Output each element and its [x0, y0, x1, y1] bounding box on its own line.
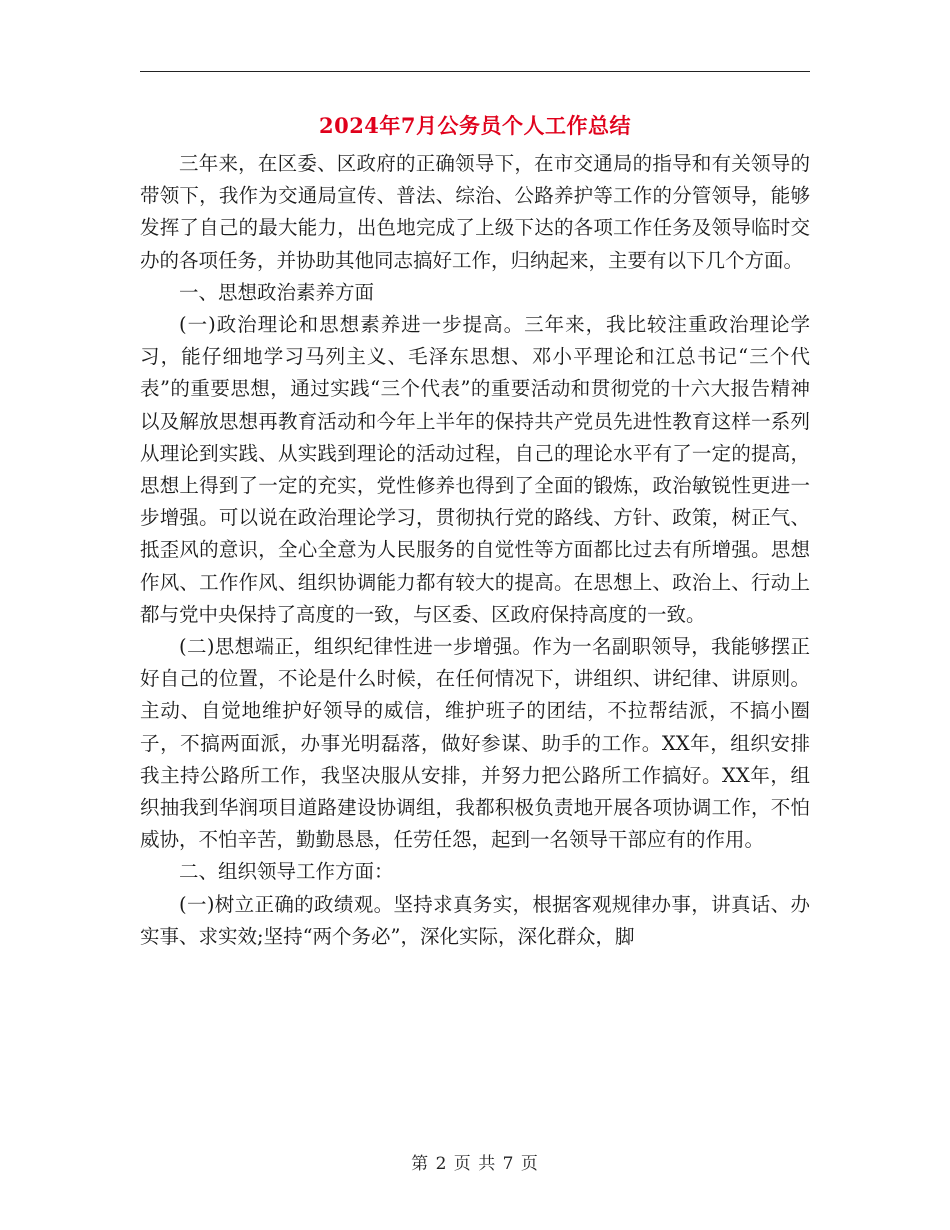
- document-title: 2024年7月公务员个人工作总结: [318, 113, 632, 138]
- document-body: [140, 148, 810, 953]
- header-rule: [140, 71, 810, 72]
- section-heading-2: 二、组织领导工作方面：: [179, 860, 394, 884]
- paragraph-1-2: (二)思想端正，组织纪律性进一步增强。作为一名副职领导，我能够摆正好自己的位置，不论是什么时候，在任何情况下，讲组织、讲纪律、讲原则。主动、自觉地维护好领导的威信，维护班子的团结，不拉帮结派，不搞小圈子，不搞两面派，办事光明磊落，做好参谋、助手的工作。XX年，组织安排我主持公路所工作，我坚决服从安排，并努力把公路所工作搞好。XX年，组织抽我到华润项目道路建设协调组，我都积极负责地开展各项协调工作，不怕威协，不怕辛苦，勤勤恳恳，任劳任怨，起到一名领导干部应有的作用。: [140, 635, 810, 852]
- paragraph-1-1: (一)政治理论和思想素养进一步提高。三年来，我比较注重政治理论学习，能仔细地学习马列主义、毛泽东思想、邓小平理论和江总书记“三个代表”的重要思想，通过实践“三个代表”的重要活动和贯彻党的十六大报告精神以及解放思想再教育活动和今年上半年的保持共产党员先进性教育这样一系列从理论到实践、从实践到理论的活动过程，自己的理论水平有了一定的提高，思想上得到了一定的充实，党性修养也得到了全面的锻炼，政治敏锐性更进一步增强。可以说在政治理论学习，贯彻执行党的路线、方针、政策，树正气、抵歪风的意识，全心全意为人民服务的自觉性等方面都比过去有所增强。思想作风、工作作风、组织协调能力都有较大的提高。在思想上、政治上、行动上都与党中央保持了高度的一致，与区委、区政府保持高度的一致。: [140, 313, 810, 626]
- paragraph-intro: 三年来，在区委、区政府的正确领导下，在市交通局的指导和有关领导的带领下，我作为交通局宣传、普法、综治、公路养护等工作的分管领导，能够发挥了自己的最大能力，出色地完成了上级下达的各项工作任务及领导临时交办的各项任务，并协助其他同志搞好工作，归纳起来，主要有以下几个方面。: [140, 152, 810, 272]
- section-heading-1: 一、思想政治素养方面: [179, 280, 375, 304]
- page-number: 第 2 页 共 7 页: [411, 1154, 539, 1174]
- paragraph-2-1: (一)树立正确的政绩观。坚持求真务实，根据客观规律办事，讲真话、办实事、求实效;坚持“两个务必”，深化实际，深化群众，脚: [140, 892, 810, 948]
